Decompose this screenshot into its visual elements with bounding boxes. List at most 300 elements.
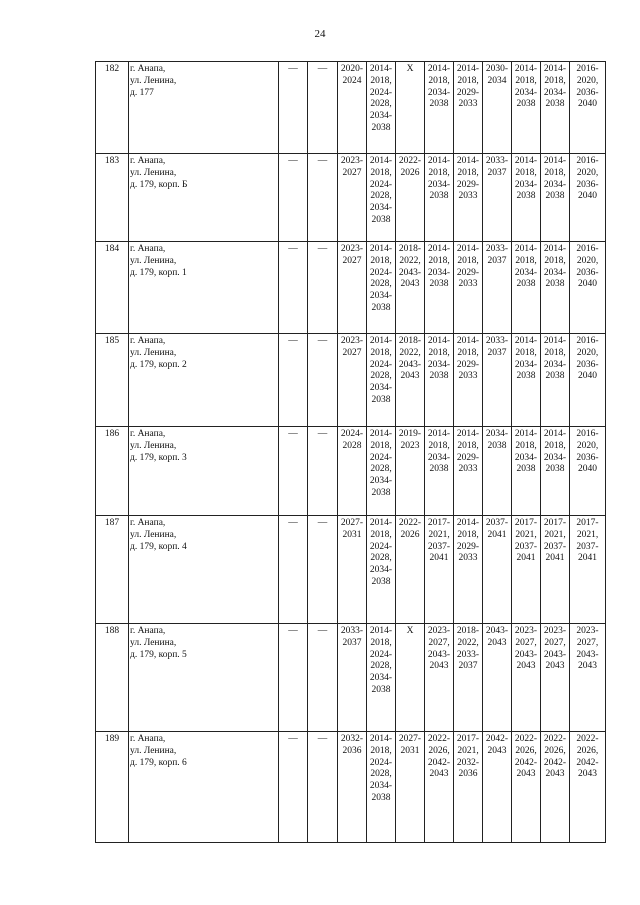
period-line: 2040 — [578, 279, 597, 290]
period-line: 2036- — [576, 359, 599, 370]
period-line: 2036- — [576, 452, 599, 463]
period-line: 2027, — [576, 637, 599, 648]
not-applicable-cell: — — [279, 62, 308, 154]
period-line: 2018, — [370, 167, 392, 178]
period-line: 2038 — [371, 792, 391, 803]
period-line: 2038 — [429, 371, 449, 382]
period-line: 2024- — [369, 179, 393, 190]
period-line: 2032- — [456, 757, 480, 768]
table-row — [96, 334, 606, 427]
period-line: 2029- — [456, 452, 480, 463]
row-number: 182 — [96, 62, 129, 154]
not-applicable-cell: — — [279, 334, 308, 427]
period-line: 2028 — [342, 440, 362, 451]
period-cell — [367, 624, 396, 732]
period-line: 2043 — [429, 769, 449, 780]
period-line: 2033 — [458, 279, 478, 290]
period-line: 2034- — [427, 359, 451, 370]
period-line: 2020, — [576, 347, 599, 358]
period-line: 2038 — [545, 191, 565, 202]
period-line: 2034- — [369, 781, 393, 792]
period-cell — [570, 242, 606, 334]
period-line: 2018, — [370, 529, 392, 540]
period-line: 2014- — [427, 336, 451, 346]
table-row — [96, 516, 606, 624]
period-line: 2023- — [427, 626, 451, 636]
period-cell — [396, 624, 425, 732]
period-line: 2016- — [576, 429, 599, 439]
period-line: 2043- — [485, 626, 509, 636]
address-line: ул. Ленина, — [130, 167, 177, 178]
period-line: 2014- — [514, 429, 538, 439]
period-line: 2034- — [543, 179, 567, 190]
period-line: 2020, — [576, 167, 599, 178]
period-line: 2041 — [429, 553, 449, 564]
period-line: 2041 — [578, 553, 597, 564]
address-line: г. Анапа, — [130, 626, 166, 636]
table-row — [96, 62, 606, 154]
period-cell — [483, 334, 512, 427]
period-line: 2038 — [371, 684, 391, 695]
address-line: г. Анапа, — [130, 734, 166, 744]
period-line: 2022- — [576, 734, 599, 744]
period-line: X — [406, 626, 414, 636]
period-line: 2037 — [487, 347, 507, 358]
period-cell — [396, 427, 425, 516]
period-line: 2014- — [543, 336, 567, 346]
period-line: 2022- — [398, 156, 422, 166]
period-line: 2014- — [369, 336, 393, 346]
period-line: 2017- — [456, 734, 480, 744]
period-line: 2029- — [456, 267, 480, 278]
period-line: 2037 — [342, 637, 362, 648]
address-line: д. 179, корп. 1 — [130, 267, 187, 278]
period-line: 2033 — [458, 371, 478, 382]
period-line: 2018, — [370, 347, 392, 358]
period-line: 2029- — [456, 179, 480, 190]
period-line: 2026 — [400, 529, 420, 540]
period-line: 2028, — [370, 99, 392, 110]
row-number: 189 — [96, 732, 129, 843]
period-cell — [541, 242, 570, 334]
period-cell — [396, 334, 425, 427]
period-line: 2017- — [576, 518, 599, 528]
period-line: 2027 — [342, 347, 362, 358]
period-line: 2033- — [485, 156, 509, 166]
period-line: 2020, — [576, 75, 599, 86]
period-cell — [483, 62, 512, 154]
period-line: 2021, — [457, 745, 479, 756]
period-line: 2023- — [514, 626, 538, 636]
not-applicable-cell: — — [279, 154, 308, 242]
address-line: ул. Ленина, — [130, 529, 177, 540]
period-line: 2026, — [428, 745, 450, 756]
period-line: 2014- — [369, 64, 393, 74]
period-line: 2023- — [340, 244, 364, 254]
period-line: 2037- — [485, 518, 509, 528]
address-line: ул. Ленина, — [130, 440, 177, 451]
period-line: 2016- — [576, 244, 599, 254]
period-line: 2018, — [515, 75, 537, 86]
period-cell — [541, 62, 570, 154]
period-line: 2034- — [514, 267, 538, 278]
period-cell — [367, 242, 396, 334]
period-line: 2018, — [544, 255, 566, 266]
period-line: 2043- — [398, 359, 422, 370]
period-cell — [367, 732, 396, 843]
period-line: 2043- — [576, 649, 599, 660]
repair-schedule-table — [95, 61, 606, 843]
period-line: 2026 — [400, 167, 420, 178]
period-line: 2018, — [428, 440, 450, 451]
period-line: 2038 — [516, 191, 536, 202]
period-line: 2042- — [543, 757, 567, 768]
period-line: 2034- — [514, 179, 538, 190]
period-line: 2033 — [458, 99, 478, 110]
row-number: 186 — [96, 427, 129, 516]
period-line: 2019- — [398, 429, 422, 439]
period-line: 2038 — [545, 99, 565, 110]
address-cell — [129, 154, 279, 242]
period-line: 2037- — [576, 541, 599, 552]
period-line: 2038 — [516, 464, 536, 475]
period-line: 2018, — [544, 167, 566, 178]
period-line: 2043 — [578, 769, 597, 780]
period-line: 2022- — [514, 734, 538, 744]
period-line: 2038 — [516, 371, 536, 382]
period-line: 2034- — [543, 267, 567, 278]
period-line: 2038 — [429, 191, 449, 202]
period-cell — [541, 334, 570, 427]
period-line: 2014- — [369, 626, 393, 636]
period-cell — [541, 732, 570, 843]
period-cell — [367, 516, 396, 624]
period-line: 2014- — [456, 64, 480, 74]
period-line: 2034- — [369, 673, 393, 684]
period-cell — [425, 732, 454, 843]
not-applicable-cell: — — [308, 154, 338, 242]
address-cell — [129, 516, 279, 624]
period-line: 2028, — [370, 279, 392, 290]
period-line: 2043 — [516, 661, 536, 672]
period-cell — [425, 427, 454, 516]
period-cell — [425, 516, 454, 624]
period-line: 2029- — [456, 87, 480, 98]
period-line: 2024 — [342, 75, 362, 86]
period-line: 2021, — [576, 529, 599, 540]
period-line: 2034- — [369, 383, 393, 394]
period-line: 2043- — [427, 649, 451, 660]
period-line: 2036- — [576, 87, 599, 98]
period-cell — [338, 732, 367, 843]
period-line: 2043 — [400, 279, 420, 290]
period-cell — [541, 154, 570, 242]
period-line: 2040 — [578, 191, 597, 202]
period-cell — [512, 516, 541, 624]
period-line: X — [406, 64, 414, 74]
address-line: д. 179, корп. Б — [130, 179, 188, 190]
period-cell — [396, 732, 425, 843]
period-line: 2038 — [545, 464, 565, 475]
period-line: 2038 — [371, 302, 391, 313]
period-line: 2023- — [340, 156, 364, 166]
period-line: 2043 — [545, 769, 565, 780]
period-line: 2038 — [371, 394, 391, 405]
period-cell — [454, 62, 483, 154]
period-line: 2033- — [485, 244, 509, 254]
period-line: 2017- — [427, 518, 451, 528]
period-line: 2016- — [576, 64, 599, 74]
period-cell — [454, 732, 483, 843]
period-line: 2024- — [369, 757, 393, 768]
period-line: 2036- — [576, 179, 599, 190]
period-line: 2018- — [398, 244, 422, 254]
address-line: г. Анапа, — [130, 336, 166, 346]
period-cell — [483, 242, 512, 334]
period-cell — [541, 427, 570, 516]
period-line: 2036- — [576, 267, 599, 278]
period-line: 2027, — [515, 637, 537, 648]
not-applicable-cell: — — [279, 516, 308, 624]
row-number: 184 — [96, 242, 129, 334]
period-cell — [396, 516, 425, 624]
period-line: 2042- — [514, 757, 538, 768]
period-line: 2014- — [456, 244, 480, 254]
period-line: 2040 — [578, 464, 597, 475]
not-applicable-cell: — — [279, 732, 308, 843]
period-line: 2014- — [514, 336, 538, 346]
period-line: 2020, — [576, 255, 599, 266]
period-cell — [425, 62, 454, 154]
period-line: 2043 — [578, 661, 597, 672]
period-line: 2033- — [340, 626, 364, 636]
period-line: 2024- — [369, 452, 393, 463]
period-line: 2024- — [369, 649, 393, 660]
row-number: 183 — [96, 154, 129, 242]
period-line: 2034- — [369, 476, 393, 487]
period-line: 2027 — [342, 167, 362, 178]
period-cell — [425, 242, 454, 334]
period-line: 2014- — [369, 429, 393, 439]
period-line: 2018, — [457, 167, 479, 178]
address-line: г. Анапа, — [130, 518, 166, 528]
period-line: 2018, — [457, 347, 479, 358]
period-line: 2037- — [427, 541, 451, 552]
period-line: 2014- — [369, 244, 393, 254]
table-row — [96, 732, 606, 843]
period-line: 2017- — [514, 518, 538, 528]
address-line: д. 179, корп. 2 — [130, 359, 187, 370]
period-cell — [338, 427, 367, 516]
period-line: 2018, — [544, 75, 566, 86]
period-line: 2022, — [399, 347, 421, 358]
period-line: 2016- — [576, 336, 599, 346]
period-line: 2018, — [428, 347, 450, 358]
period-line: 2024- — [340, 429, 364, 439]
period-line: 2021, — [515, 529, 537, 540]
period-line: 2022- — [427, 734, 451, 744]
address-cell — [129, 624, 279, 732]
period-line: 2037- — [514, 541, 538, 552]
period-cell — [338, 242, 367, 334]
row-number: 187 — [96, 516, 129, 624]
row-number: 185 — [96, 334, 129, 427]
period-line: 2043- — [398, 267, 422, 278]
period-cell — [570, 334, 606, 427]
period-line: 2031 — [342, 529, 362, 540]
period-cell — [425, 154, 454, 242]
period-line: 2018, — [370, 745, 392, 756]
period-cell — [570, 62, 606, 154]
period-line: 2041 — [487, 529, 507, 540]
page-number: 24 — [314, 28, 326, 40]
period-line: 2037 — [458, 661, 478, 672]
period-line: 2038 — [545, 371, 565, 382]
period-cell — [512, 624, 541, 732]
period-line: 2034 — [487, 75, 507, 86]
period-line: 2038 — [487, 440, 507, 451]
period-line: 2016- — [576, 156, 599, 166]
period-line: 2024- — [369, 541, 393, 552]
period-line: 2034- — [427, 452, 451, 463]
period-line: 2034- — [369, 291, 393, 302]
period-cell — [570, 427, 606, 516]
address-line: д. 179, корп. 6 — [130, 757, 187, 768]
period-line: 2042- — [576, 757, 599, 768]
period-line: 2038 — [371, 487, 391, 498]
period-cell — [512, 334, 541, 427]
period-cell — [338, 334, 367, 427]
period-line: 2034- — [543, 359, 567, 370]
period-line: 2014- — [514, 64, 538, 74]
address-cell — [129, 732, 279, 843]
address-line: д. 179, корп. 5 — [130, 649, 187, 660]
not-applicable-cell: — — [308, 516, 338, 624]
period-cell — [338, 62, 367, 154]
period-cell — [338, 154, 367, 242]
period-line: 2027- — [398, 734, 422, 744]
period-line: 2030- — [485, 64, 509, 74]
period-line: 2040 — [578, 371, 597, 382]
period-line: 2018- — [398, 336, 422, 346]
period-line: 2022- — [398, 518, 422, 528]
period-line: 2033 — [458, 464, 478, 475]
period-line: 2018- — [456, 626, 480, 636]
period-line: 2022, — [457, 637, 479, 648]
not-applicable-cell: — — [308, 427, 338, 516]
period-cell — [396, 154, 425, 242]
period-line: 2029- — [456, 541, 480, 552]
period-cell — [483, 624, 512, 732]
period-cell — [570, 516, 606, 624]
period-cell — [396, 242, 425, 334]
period-cell — [367, 154, 396, 242]
period-line: 2014- — [456, 429, 480, 439]
period-line: 2043 — [429, 661, 449, 672]
period-line: 2043 — [487, 637, 507, 648]
period-line: 2014- — [456, 156, 480, 166]
period-line: 2021, — [428, 529, 450, 540]
period-line: 2018, — [515, 347, 537, 358]
period-line: 2018, — [457, 75, 479, 86]
not-applicable-cell: — — [279, 242, 308, 334]
address-line: г. Анапа, — [130, 244, 166, 254]
period-cell — [425, 334, 454, 427]
period-line: 2024- — [369, 267, 393, 278]
period-line: 2014- — [369, 734, 393, 744]
period-line: 2033 — [458, 191, 478, 202]
period-line: 2034- — [427, 267, 451, 278]
period-line: 2041 — [516, 553, 536, 564]
period-cell — [425, 624, 454, 732]
period-line: 2018, — [428, 255, 450, 266]
not-applicable-cell: — — [308, 242, 338, 334]
period-line: 2034- — [369, 203, 393, 214]
period-line: 2028, — [370, 371, 392, 382]
address-line: г. Анапа, — [130, 64, 166, 74]
period-line: 2026, — [515, 745, 537, 756]
not-applicable-cell: — — [279, 624, 308, 732]
period-line: 2043- — [543, 649, 567, 660]
period-line: 2014- — [456, 336, 480, 346]
period-line: 2042- — [485, 734, 509, 744]
period-line: 2038 — [429, 99, 449, 110]
period-cell — [512, 62, 541, 154]
period-line: 2038 — [371, 214, 391, 225]
address-line: г. Анапа, — [130, 429, 166, 439]
address-line: д. 177 — [130, 87, 154, 98]
period-line: 2014- — [514, 244, 538, 254]
period-cell — [454, 242, 483, 334]
period-line: 2033- — [485, 336, 509, 346]
period-cell — [454, 624, 483, 732]
table-body — [96, 62, 606, 843]
address-line: ул. Ленина, — [130, 347, 177, 358]
period-line: 2018, — [428, 167, 450, 178]
period-line: 2022, — [399, 255, 421, 266]
period-line: 2036 — [342, 745, 362, 756]
not-applicable-cell: — — [308, 334, 338, 427]
period-line: 2023- — [543, 626, 567, 636]
period-line: 2014- — [543, 429, 567, 439]
period-line: 2018, — [370, 440, 392, 451]
period-line: 2043 — [545, 661, 565, 672]
not-applicable-cell: — — [308, 732, 338, 843]
period-line: 2028, — [370, 661, 392, 672]
period-line: 2043 — [516, 769, 536, 780]
period-line: 2037- — [543, 541, 567, 552]
period-line: 2034- — [514, 359, 538, 370]
period-line: 2014- — [427, 64, 451, 74]
period-line: 2038 — [429, 464, 449, 475]
period-line: 2021, — [544, 529, 566, 540]
period-line: 2043- — [514, 649, 538, 660]
address-line: ул. Ленина, — [130, 75, 177, 86]
period-line: 2037 — [487, 255, 507, 266]
period-line: 2038 — [371, 576, 391, 587]
period-cell — [512, 732, 541, 843]
period-line: 2027- — [340, 518, 364, 528]
address-line: ул. Ленина, — [130, 637, 177, 648]
period-line: 2018, — [515, 440, 537, 451]
table-row — [96, 242, 606, 334]
period-cell — [541, 516, 570, 624]
period-line: 2043 — [487, 745, 507, 756]
period-line: 2014- — [456, 518, 480, 528]
period-line: 2014- — [543, 244, 567, 254]
period-line: 2034- — [543, 452, 567, 463]
period-line: 2034- — [514, 452, 538, 463]
